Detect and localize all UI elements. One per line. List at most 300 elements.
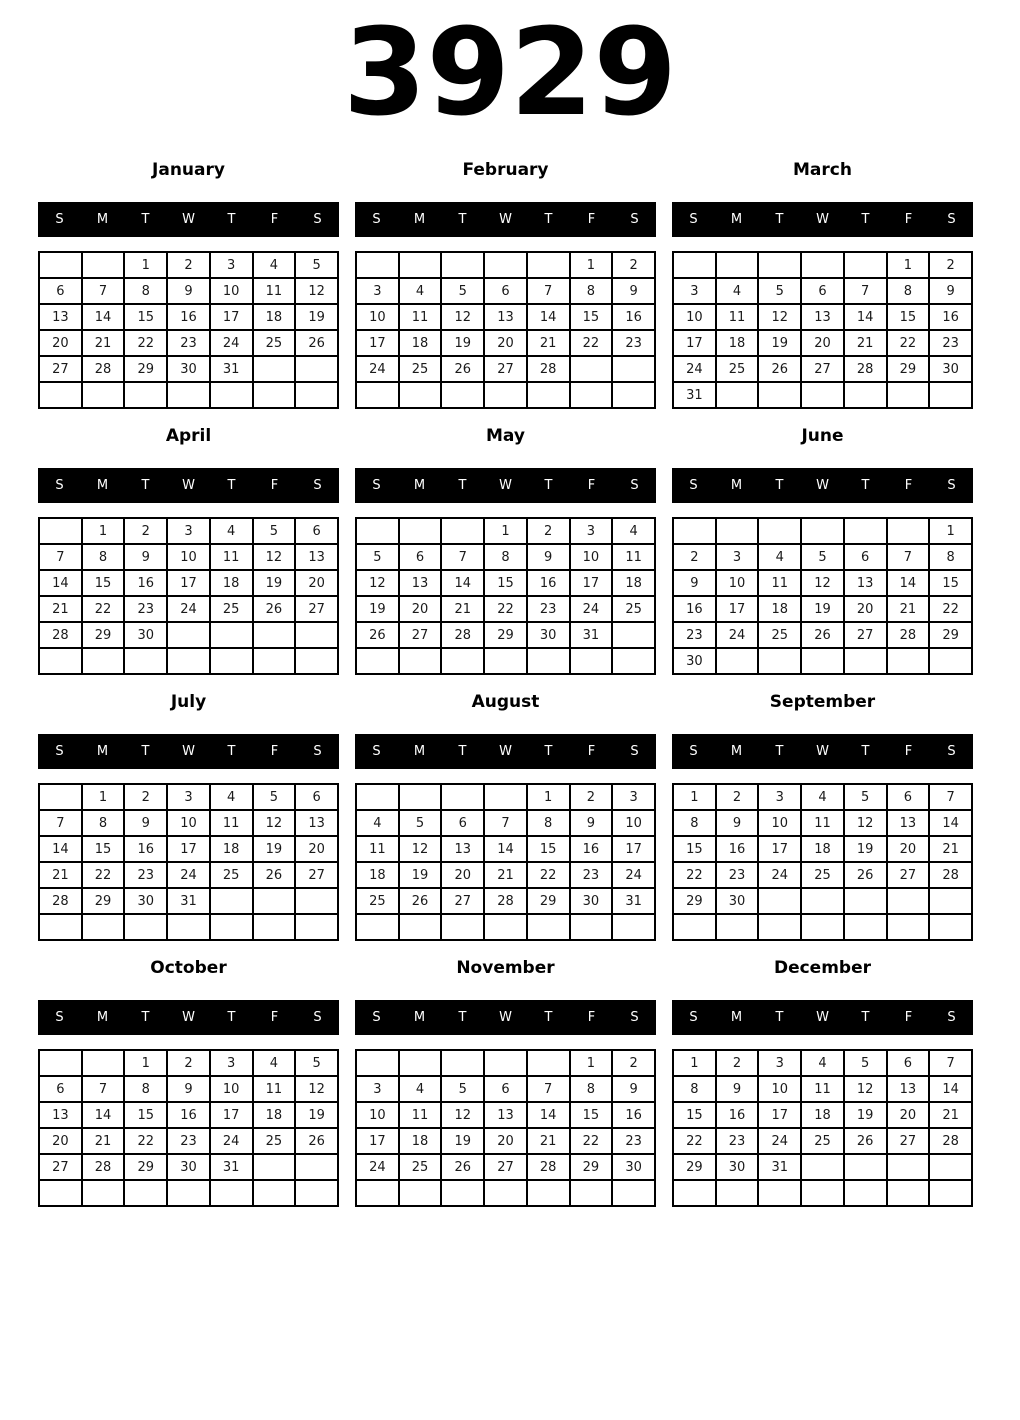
empty-day-cell <box>399 382 442 408</box>
day-cell: 8 <box>124 1076 167 1102</box>
day-cell: 29 <box>673 1154 716 1180</box>
week-row <box>356 518 655 544</box>
day-cell: 1 <box>570 252 613 278</box>
weekday-cell: S <box>372 212 381 227</box>
day-cell: 22 <box>570 1128 613 1154</box>
empty-day-cell <box>758 648 801 674</box>
week-row <box>356 1180 655 1206</box>
week-row <box>673 1154 972 1180</box>
empty-day-cell <box>570 648 613 674</box>
weekday-cell: F <box>587 1010 596 1025</box>
empty-day-cell <box>527 252 570 278</box>
day-cell: 2 <box>929 252 972 278</box>
day-cell: 31 <box>612 888 655 914</box>
empty-day-cell <box>844 1154 887 1180</box>
day-cell: 26 <box>441 356 484 382</box>
week-row <box>673 1050 972 1076</box>
day-cell: 6 <box>484 278 527 304</box>
day-cell: 22 <box>570 330 613 356</box>
month-title: April <box>165 426 212 446</box>
empty-day-cell <box>356 648 399 674</box>
day-cell: 16 <box>612 1102 655 1128</box>
week-row <box>356 888 655 914</box>
day-cell: 9 <box>612 1076 655 1102</box>
month-october <box>38 958 339 1207</box>
day-cell: 13 <box>295 544 338 570</box>
day-cell: 14 <box>82 304 125 330</box>
week-row <box>356 784 655 810</box>
empty-day-cell <box>399 648 442 674</box>
week-row <box>356 1050 655 1076</box>
day-cell: 6 <box>801 278 844 304</box>
week-row <box>356 596 655 622</box>
day-cell: 12 <box>758 304 801 330</box>
month-july <box>38 692 339 941</box>
day-cell: 25 <box>253 1128 296 1154</box>
week-row <box>673 330 972 356</box>
day-cell: 15 <box>82 836 125 862</box>
day-cell: 14 <box>82 1102 125 1128</box>
empty-day-cell <box>844 252 887 278</box>
weekday-cell: S <box>947 744 956 759</box>
day-cell: 13 <box>441 836 484 862</box>
day-cell: 19 <box>801 596 844 622</box>
day-cell: 6 <box>887 784 930 810</box>
empty-day-cell <box>844 518 887 544</box>
week-row <box>39 304 338 330</box>
day-cell: 29 <box>527 888 570 914</box>
weekday-header <box>38 1000 339 1035</box>
day-cell: 5 <box>399 810 442 836</box>
week-row <box>356 330 655 356</box>
day-cell: 10 <box>356 1102 399 1128</box>
day-cell: 22 <box>124 330 167 356</box>
day-cell: 21 <box>844 330 887 356</box>
day-cell: 26 <box>253 596 296 622</box>
day-cell: 7 <box>929 784 972 810</box>
weekday-header <box>38 202 339 237</box>
weekday-header <box>355 468 656 503</box>
day-cell: 3 <box>167 518 210 544</box>
weekday-cell: T <box>227 744 236 759</box>
empty-day-cell <box>253 914 296 940</box>
weekday-header <box>38 734 339 769</box>
day-cell: 30 <box>716 1154 759 1180</box>
day-cell: 22 <box>484 596 527 622</box>
empty-day-cell <box>295 382 338 408</box>
day-cell: 3 <box>167 784 210 810</box>
day-cell: 16 <box>527 570 570 596</box>
weekday-cell: M <box>413 478 426 493</box>
weekday-header <box>355 202 656 237</box>
weekday-cell: W <box>816 212 829 227</box>
weekday-cell: S <box>372 744 381 759</box>
day-cell: 6 <box>399 544 442 570</box>
empty-day-cell <box>929 1154 972 1180</box>
empty-day-cell <box>167 648 210 674</box>
day-cell: 27 <box>887 1128 930 1154</box>
day-cell: 18 <box>399 1128 442 1154</box>
weekday-cell: W <box>816 1010 829 1025</box>
weekday-cell: T <box>861 212 870 227</box>
day-cell: 15 <box>527 836 570 862</box>
week-row <box>673 544 972 570</box>
empty-day-cell <box>612 914 655 940</box>
day-cell: 4 <box>399 278 442 304</box>
empty-day-cell <box>484 1050 527 1076</box>
day-cell: 11 <box>801 1076 844 1102</box>
empty-day-cell <box>929 914 972 940</box>
empty-day-cell <box>716 648 759 674</box>
day-cell: 2 <box>570 784 613 810</box>
day-cell: 10 <box>758 1076 801 1102</box>
day-cell: 28 <box>441 622 484 648</box>
day-cell: 21 <box>441 596 484 622</box>
day-cell: 6 <box>844 544 887 570</box>
weekday-cell: F <box>270 212 279 227</box>
empty-day-cell <box>39 518 82 544</box>
day-cell: 2 <box>124 518 167 544</box>
weekday-cell: W <box>182 478 195 493</box>
day-cell: 7 <box>844 278 887 304</box>
day-cell: 25 <box>801 862 844 888</box>
day-cell: 8 <box>887 278 930 304</box>
day-cell: 8 <box>673 1076 716 1102</box>
weekday-cell: M <box>413 1010 426 1025</box>
week-row <box>356 862 655 888</box>
day-cell: 24 <box>758 862 801 888</box>
day-cell: 28 <box>527 356 570 382</box>
day-cell: 5 <box>253 784 296 810</box>
week-row <box>673 810 972 836</box>
empty-day-cell <box>441 1050 484 1076</box>
weekday-cell: T <box>861 744 870 759</box>
day-cell: 11 <box>612 544 655 570</box>
day-cell: 29 <box>484 622 527 648</box>
week-row <box>673 914 972 940</box>
empty-day-cell <box>167 622 210 648</box>
day-cell: 1 <box>124 252 167 278</box>
day-cell: 11 <box>253 278 296 304</box>
day-cell: 19 <box>441 1128 484 1154</box>
day-cell: 28 <box>527 1154 570 1180</box>
day-cell: 9 <box>124 810 167 836</box>
day-cell: 22 <box>124 1128 167 1154</box>
empty-day-cell <box>758 382 801 408</box>
day-cell: 3 <box>758 784 801 810</box>
empty-day-cell <box>82 1180 125 1206</box>
day-cell: 11 <box>716 304 759 330</box>
month-title: August <box>471 692 540 712</box>
weekday-cell: F <box>904 478 913 493</box>
empty-day-cell <box>801 1180 844 1206</box>
week-row <box>356 1128 655 1154</box>
day-cell: 29 <box>124 356 167 382</box>
day-cell: 26 <box>758 356 801 382</box>
day-cell: 16 <box>167 1102 210 1128</box>
weekday-cell: T <box>544 212 553 227</box>
week-row <box>39 1128 338 1154</box>
day-cell: 1 <box>484 518 527 544</box>
day-cell: 23 <box>612 1128 655 1154</box>
day-cell: 26 <box>253 862 296 888</box>
day-cell: 31 <box>167 888 210 914</box>
day-cell: 24 <box>570 596 613 622</box>
weekday-cell: T <box>141 212 150 227</box>
week-row <box>39 784 338 810</box>
day-cell: 17 <box>758 836 801 862</box>
day-cell: 26 <box>295 330 338 356</box>
month-title: December <box>773 958 872 978</box>
weekday-cell: F <box>904 212 913 227</box>
day-cell: 4 <box>210 784 253 810</box>
weekday-cell: M <box>96 212 109 227</box>
day-cell: 7 <box>82 278 125 304</box>
day-cell: 20 <box>801 330 844 356</box>
day-cell: 11 <box>801 810 844 836</box>
empty-day-cell <box>82 252 125 278</box>
weekday-cell: W <box>499 744 512 759</box>
day-cell: 16 <box>612 304 655 330</box>
day-cell: 12 <box>295 278 338 304</box>
day-grid <box>672 1049 973 1207</box>
day-cell: 23 <box>167 1128 210 1154</box>
day-cell: 25 <box>801 1128 844 1154</box>
day-cell: 9 <box>527 544 570 570</box>
month-december <box>672 958 973 1207</box>
day-cell: 15 <box>570 1102 613 1128</box>
empty-day-cell <box>82 648 125 674</box>
empty-day-cell <box>887 1180 930 1206</box>
week-row <box>673 304 972 330</box>
day-cell: 20 <box>295 836 338 862</box>
weekday-cell: T <box>227 212 236 227</box>
empty-day-cell <box>887 518 930 544</box>
weekday-cell: M <box>96 1010 109 1025</box>
weekday-cell: S <box>947 212 956 227</box>
week-row <box>356 382 655 408</box>
day-cell: 21 <box>39 862 82 888</box>
day-cell: 10 <box>210 278 253 304</box>
day-cell: 20 <box>887 1102 930 1128</box>
day-cell: 24 <box>673 356 716 382</box>
empty-day-cell <box>39 252 82 278</box>
empty-day-cell <box>295 622 338 648</box>
empty-day-cell <box>801 648 844 674</box>
day-cell: 4 <box>801 1050 844 1076</box>
day-cell: 15 <box>570 304 613 330</box>
empty-day-cell <box>484 914 527 940</box>
day-cell: 1 <box>82 518 125 544</box>
empty-day-cell <box>527 382 570 408</box>
day-cell: 22 <box>527 862 570 888</box>
day-cell: 24 <box>167 862 210 888</box>
month-september <box>672 692 973 941</box>
empty-day-cell <box>210 914 253 940</box>
day-cell: 23 <box>673 622 716 648</box>
day-grid <box>672 251 973 409</box>
day-cell: 25 <box>399 1154 442 1180</box>
weekday-cell: F <box>587 478 596 493</box>
empty-day-cell <box>929 382 972 408</box>
day-cell: 19 <box>253 570 296 596</box>
day-cell: 27 <box>441 888 484 914</box>
day-cell: 25 <box>210 596 253 622</box>
empty-day-cell <box>612 622 655 648</box>
day-cell: 29 <box>673 888 716 914</box>
day-cell: 28 <box>39 622 82 648</box>
day-cell: 18 <box>210 836 253 862</box>
day-cell: 19 <box>844 836 887 862</box>
empty-day-cell <box>356 1050 399 1076</box>
empty-day-cell <box>441 1180 484 1206</box>
empty-day-cell <box>253 382 296 408</box>
week-row <box>356 810 655 836</box>
day-cell: 12 <box>441 304 484 330</box>
day-grid <box>38 783 339 941</box>
weekday-cell: T <box>775 1010 784 1025</box>
month-may <box>355 426 656 675</box>
weekday-cell: S <box>689 478 698 493</box>
day-cell: 24 <box>356 1154 399 1180</box>
week-row <box>356 1102 655 1128</box>
empty-day-cell <box>484 648 527 674</box>
day-cell: 12 <box>253 544 296 570</box>
day-cell: 13 <box>484 304 527 330</box>
day-cell: 28 <box>844 356 887 382</box>
day-cell: 27 <box>484 356 527 382</box>
day-cell: 21 <box>39 596 82 622</box>
day-cell: 11 <box>210 544 253 570</box>
weekday-cell: W <box>182 1010 195 1025</box>
empty-day-cell <box>253 622 296 648</box>
weekday-cell: W <box>499 1010 512 1025</box>
day-cell: 4 <box>612 518 655 544</box>
day-cell: 12 <box>801 570 844 596</box>
empty-day-cell <box>356 518 399 544</box>
empty-day-cell <box>887 648 930 674</box>
day-cell: 26 <box>295 1128 338 1154</box>
empty-day-cell <box>167 1180 210 1206</box>
empty-day-cell <box>887 888 930 914</box>
day-cell: 15 <box>484 570 527 596</box>
empty-day-cell <box>399 914 442 940</box>
day-grid <box>672 783 973 941</box>
day-cell: 3 <box>612 784 655 810</box>
day-cell: 15 <box>887 304 930 330</box>
day-cell: 9 <box>167 278 210 304</box>
weekday-cell: T <box>775 212 784 227</box>
day-cell: 26 <box>441 1154 484 1180</box>
day-cell: 23 <box>570 862 613 888</box>
empty-day-cell <box>210 888 253 914</box>
weekday-cell: S <box>630 478 639 493</box>
day-cell: 17 <box>167 836 210 862</box>
weekday-cell: S <box>313 478 322 493</box>
day-grid <box>355 251 656 409</box>
month-title: January <box>152 160 225 180</box>
day-cell: 25 <box>758 622 801 648</box>
day-cell: 27 <box>484 1154 527 1180</box>
weekday-cell: T <box>458 1010 467 1025</box>
day-cell: 22 <box>929 596 972 622</box>
empty-day-cell <box>844 914 887 940</box>
empty-day-cell <box>527 1050 570 1076</box>
empty-day-cell <box>844 382 887 408</box>
empty-day-cell <box>887 914 930 940</box>
week-row <box>356 622 655 648</box>
day-cell: 4 <box>801 784 844 810</box>
weekday-cell: T <box>458 478 467 493</box>
day-cell: 3 <box>758 1050 801 1076</box>
day-cell: 21 <box>82 330 125 356</box>
empty-day-cell <box>801 252 844 278</box>
day-cell: 19 <box>253 836 296 862</box>
day-cell: 6 <box>887 1050 930 1076</box>
empty-day-cell <box>167 382 210 408</box>
day-cell: 29 <box>887 356 930 382</box>
day-grid <box>355 1049 656 1207</box>
day-cell: 9 <box>167 1076 210 1102</box>
day-cell: 17 <box>716 596 759 622</box>
weekday-cell: T <box>141 744 150 759</box>
weekday-cell: S <box>689 1010 698 1025</box>
day-cell: 6 <box>295 518 338 544</box>
day-cell: 13 <box>295 810 338 836</box>
day-cell: 30 <box>716 888 759 914</box>
day-cell: 20 <box>441 862 484 888</box>
day-cell: 10 <box>356 304 399 330</box>
day-cell: 3 <box>356 278 399 304</box>
day-cell: 21 <box>484 862 527 888</box>
week-row <box>39 356 338 382</box>
empty-day-cell <box>253 356 296 382</box>
week-row <box>356 1154 655 1180</box>
empty-day-cell <box>716 382 759 408</box>
week-row <box>39 862 338 888</box>
weekday-cell: W <box>816 744 829 759</box>
day-cell: 14 <box>441 570 484 596</box>
day-cell: 1 <box>673 784 716 810</box>
day-cell: 23 <box>612 330 655 356</box>
day-cell: 5 <box>801 544 844 570</box>
day-cell: 9 <box>673 570 716 596</box>
month-august <box>355 692 656 941</box>
day-cell: 25 <box>210 862 253 888</box>
weekday-cell: F <box>270 1010 279 1025</box>
empty-day-cell <box>484 252 527 278</box>
empty-day-cell <box>673 1180 716 1206</box>
weekday-cell: T <box>775 478 784 493</box>
day-cell: 14 <box>527 1102 570 1128</box>
day-cell: 14 <box>929 1076 972 1102</box>
empty-day-cell <box>210 622 253 648</box>
day-cell: 20 <box>484 330 527 356</box>
day-cell: 5 <box>844 1050 887 1076</box>
weekday-header <box>355 734 656 769</box>
week-row <box>673 252 972 278</box>
day-cell: 13 <box>887 810 930 836</box>
weekday-cell: S <box>372 1010 381 1025</box>
day-cell: 7 <box>39 544 82 570</box>
day-cell: 10 <box>167 810 210 836</box>
day-cell: 22 <box>673 862 716 888</box>
weekday-cell: F <box>904 744 913 759</box>
day-cell: 17 <box>570 570 613 596</box>
week-row <box>356 570 655 596</box>
empty-day-cell <box>570 382 613 408</box>
day-cell: 28 <box>82 1154 125 1180</box>
